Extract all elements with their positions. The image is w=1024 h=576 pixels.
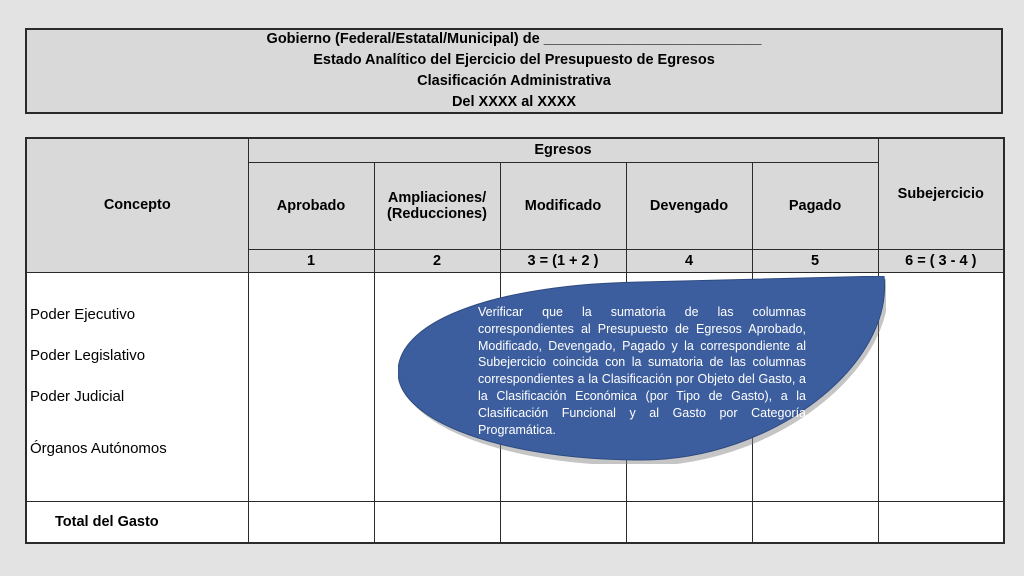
row-poder-judicial: Poder Judicial	[30, 387, 125, 405]
reducciones-label: (Reducciones)	[387, 205, 487, 222]
ampliaciones-header	[374, 162, 500, 249]
callout-note	[398, 276, 886, 464]
total-ampliaciones	[374, 501, 500, 543]
report-header	[25, 28, 1003, 114]
header-classification: Clasificación Administrativa	[417, 73, 611, 89]
devengado-header: Devengado	[626, 162, 752, 249]
ampliaciones-label: Ampliaciones/	[387, 189, 487, 206]
aprobado-cell	[248, 272, 374, 501]
header-period: Del XXXX al XXXX	[451, 94, 577, 110]
row-poder-legislativo: Poder Legislativo	[30, 346, 146, 364]
callout-text: Verificar que la sumatoria de las columnas correspondientes al Presupuesto de Egresos Aprobado, Modificado, Devengado, Pagado y la correspondiente al Subejercicio coincida con la sumatoria de las columnas correspondientes a la Clasificación por Objeto del Gasto, a la Clasificación Económica (por Tipo de Gasto), a la Clasificación Funcional y al Gasto por Categoría Programática.	[478, 305, 806, 437]
row-poder-ejecutivo: Poder Ejecutivo	[30, 305, 136, 323]
row-organos-autonomos: Órganos Autónomos	[30, 439, 167, 457]
total-modificado	[500, 501, 626, 543]
aprobado-header: Aprobado	[248, 162, 374, 249]
concept-cell	[26, 272, 248, 501]
header-title: Estado Analítico del Ejercicio del Presupuesto de Egresos	[313, 52, 715, 68]
header-government-line: Gobierno (Federal/Estatal/Municipal) de ___________________________	[266, 31, 762, 47]
col-number-1: 1	[248, 249, 374, 272]
total-devengado	[626, 501, 752, 543]
subejercicio-cell	[878, 272, 1004, 501]
col-number-2: 2	[374, 249, 500, 272]
modificado-header: Modificado	[500, 162, 626, 249]
concepto-header: Concepto	[26, 138, 248, 272]
egresos-header: Egresos	[248, 138, 878, 162]
col-number-3: 3 = (1 + 2 )	[500, 249, 626, 272]
col-number-5: 5	[752, 249, 878, 272]
total-aprobado	[248, 501, 374, 543]
total-subejercicio	[878, 501, 1004, 543]
pagado-header: Pagado	[752, 162, 878, 249]
col-number-4: 4	[626, 249, 752, 272]
subejercicio-header: Subejercicio	[878, 138, 1004, 249]
total-label: Total del Gasto	[26, 501, 248, 543]
concept-list	[27, 273, 248, 501]
total-pagado	[752, 501, 878, 543]
col-number-6: 6 = ( 3 - 4 )	[878, 249, 1004, 272]
